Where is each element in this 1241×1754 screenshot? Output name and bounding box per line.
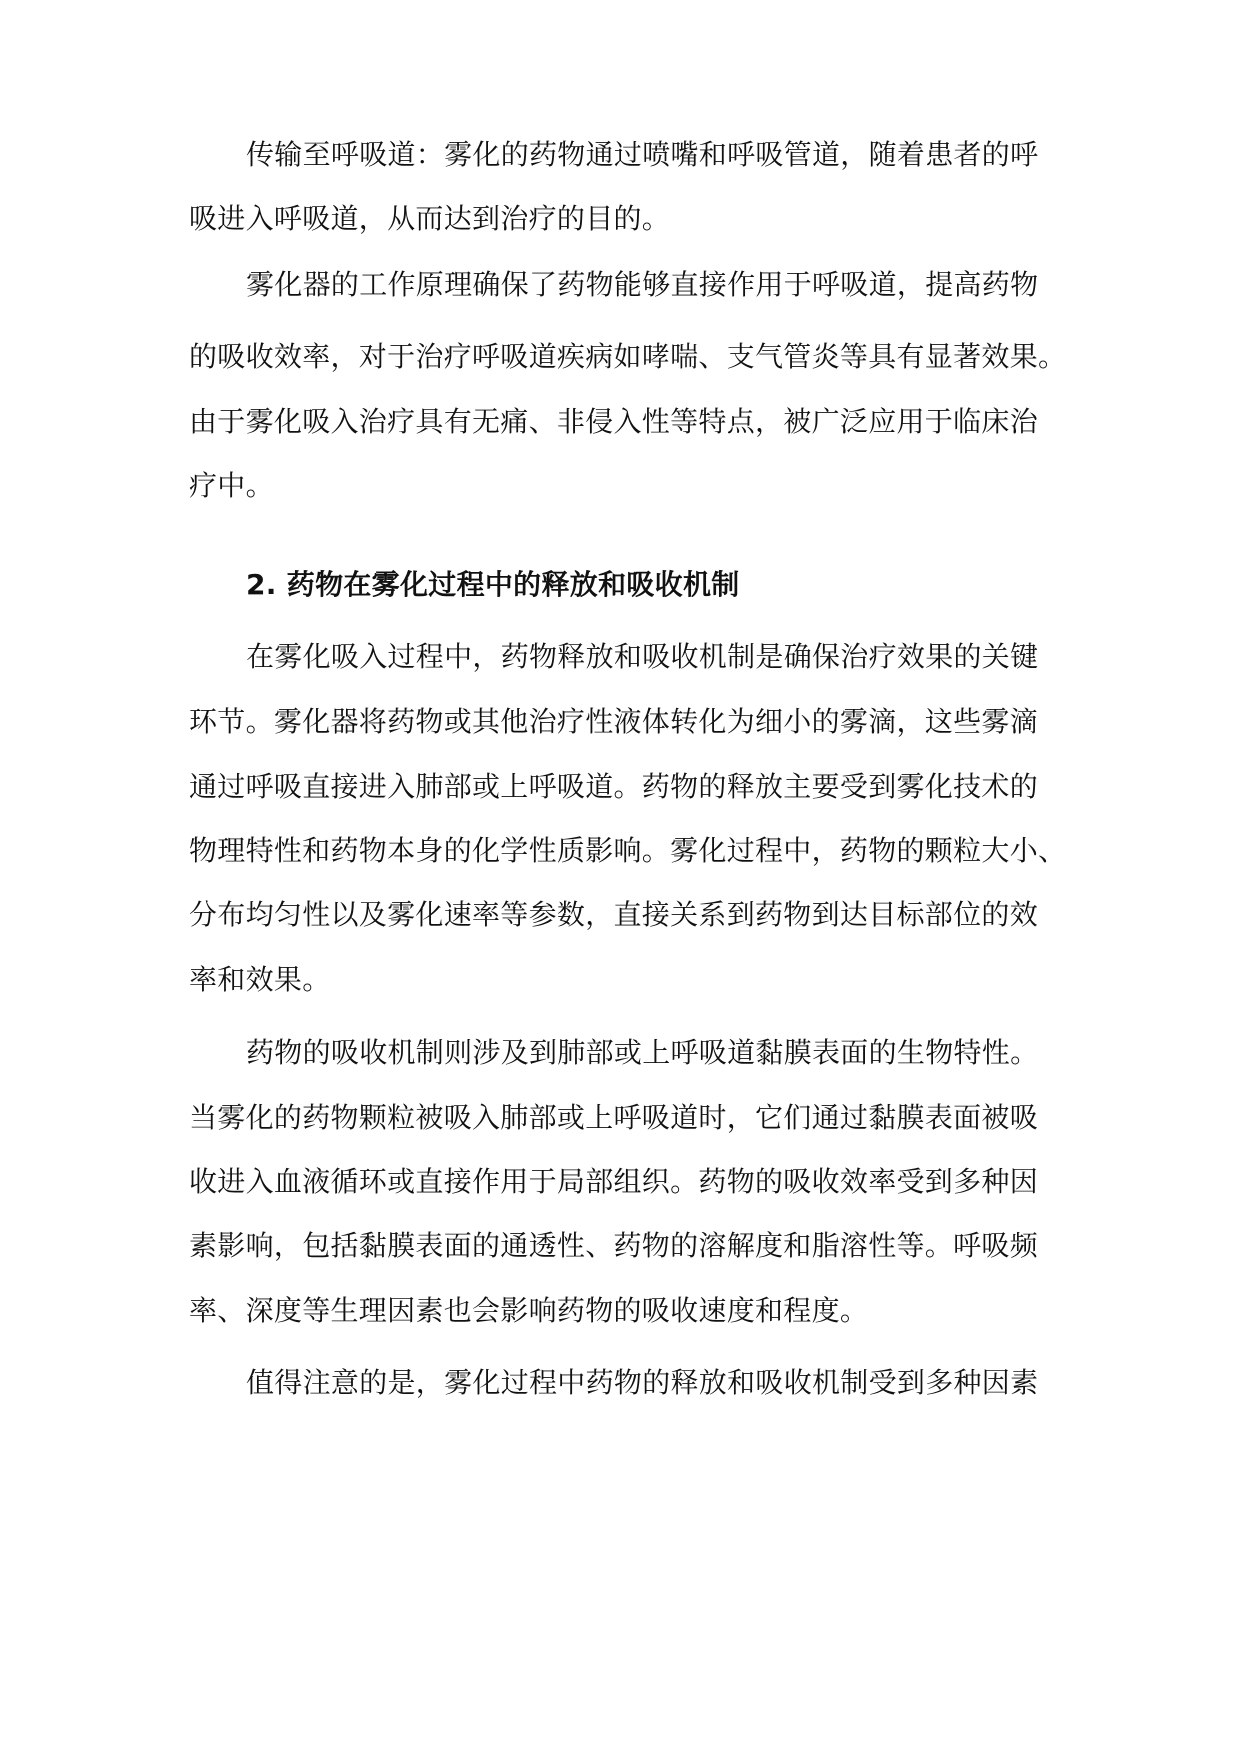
paragraph-3-line-1: 在雾化吸入过程中，药物释放和吸收机制是确保治疗效果的关键: [246, 640, 1039, 673]
paragraph-2-line-3: 由于雾化吸入治疗具有无痛、非侵入性等特点，被广泛应用于临床治: [189, 405, 1039, 438]
paragraph-2-line-2: 的吸收效率，对于治疗呼吸道疾病如哮喘、支气管炎等具有显著效果。: [189, 340, 1067, 373]
paragraph-4-line-4: 素影响，包括黏膜表面的通透性、药物的溶解度和脂溶性等。呼吸频: [189, 1229, 1039, 1262]
paragraph-3-line-4: 物理特性和药物本身的化学性质影响。雾化过程中，药物的颗粒大小、: [189, 834, 1067, 867]
paragraph-1-line-1: 传输至呼吸道：雾化的药物通过喷嘴和呼吸管道，随着患者的呼: [246, 138, 1039, 171]
paragraph-1-line-2: 吸进入呼吸道，从而达到治疗的目的。: [189, 202, 671, 235]
paragraph-5-line-1: 值得注意的是，雾化过程中药物的释放和吸收机制受到多种因素: [246, 1366, 1039, 1399]
paragraph-4-line-2: 当雾化的药物颗粒被吸入肺部或上呼吸道时，它们通过黏膜表面被吸: [189, 1101, 1039, 1134]
paragraph-3-line-2: 环节。雾化器将药物或其他治疗性液体转化为细小的雾滴，这些雾滴: [189, 705, 1039, 738]
paragraph-4-line-3: 收进入血液循环或直接作用于局部组织。药物的吸收效率受到多种因: [189, 1165, 1039, 1198]
paragraph-2-line-4: 疗中。: [189, 469, 274, 502]
paragraph-4-line-5: 率、深度等生理因素也会影响药物的吸收速度和程度。: [189, 1294, 869, 1327]
paragraph-2-line-1: 雾化器的工作原理确保了药物能够直接作用于呼吸道，提高药物: [246, 268, 1039, 301]
paragraph-4-line-1: 药物的吸收机制则涉及到肺部或上呼吸道黏膜表面的生物特性。: [246, 1036, 1039, 1069]
paragraph-3-line-6: 率和效果。: [189, 963, 331, 996]
paragraph-3-line-5: 分布均匀性以及雾化速率等参数，直接关系到药物到达目标部位的效: [189, 898, 1039, 931]
section-heading: 2. 药物在雾化过程中的释放和吸收机制: [246, 568, 740, 601]
paragraph-3-line-3: 通过呼吸直接进入肺部或上呼吸道。药物的释放主要受到雾化技术的: [189, 770, 1039, 803]
